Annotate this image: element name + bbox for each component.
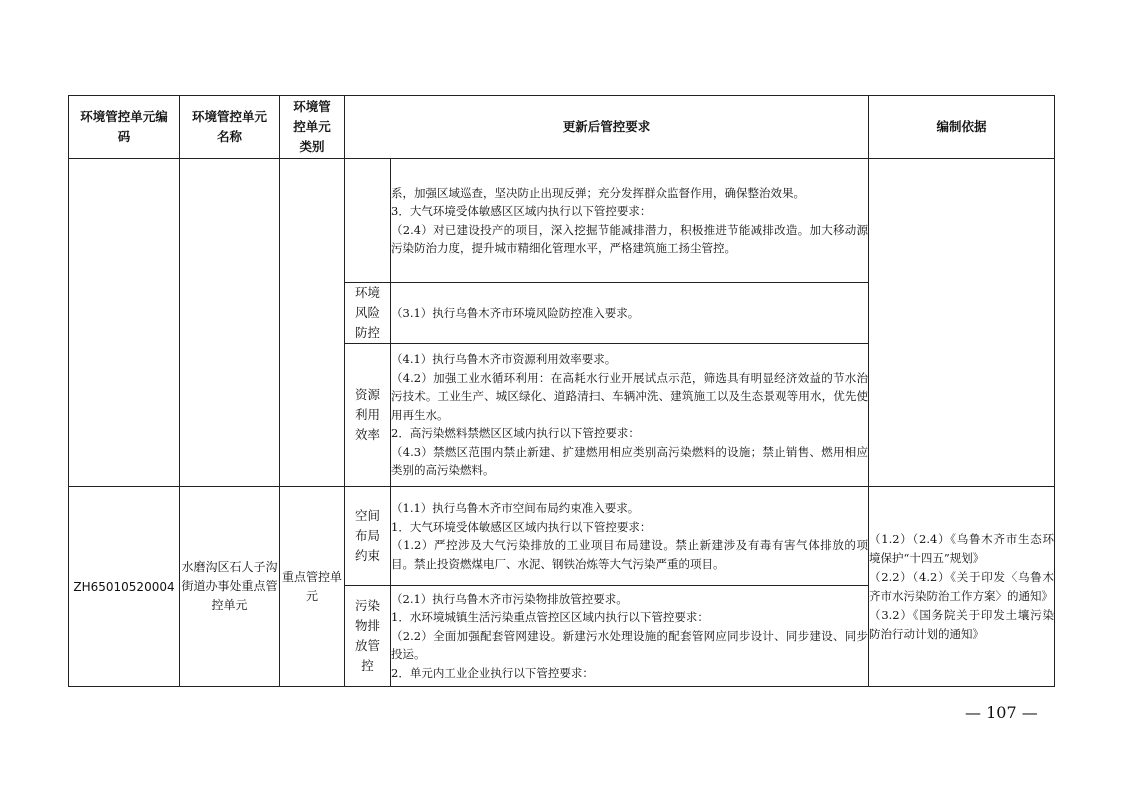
emission-category-cell bbox=[345, 586, 391, 687]
spatial-category-cell bbox=[345, 487, 391, 586]
risk-category-cell bbox=[345, 283, 391, 344]
header-requirements: 更新后管控要求 bbox=[345, 96, 869, 159]
requirement-line: （4.3）禁燃区范围内禁止新建、扩建燃用相应类别高污染燃料的设施；禁止销售、燃用相应类别的高污染燃料。 bbox=[391, 444, 869, 478]
requirement-line: 2．高污染燃料禁燃区区域内执行以下管控要求： bbox=[391, 426, 640, 441]
requirement-line: 2．单元内工业企业执行以下管控要求： bbox=[391, 665, 594, 680]
requirement-line: （3.1）执行乌鲁木齐市环境风险防控准入要求。 bbox=[391, 305, 640, 320]
spatial-requirements bbox=[391, 487, 869, 586]
header-unit-type-line: 类别 bbox=[299, 139, 325, 154]
requirement-line: （4.1）执行乌鲁木齐市资源利用效率要求。 bbox=[391, 352, 617, 367]
basis-cell bbox=[869, 487, 1055, 687]
unit-code-cell: ZH65010520004 bbox=[69, 487, 180, 687]
category-line: 资源 bbox=[354, 387, 380, 402]
page-number: — 107 — bbox=[965, 703, 1038, 722]
header-unit-type-line: 环境管 bbox=[293, 99, 331, 114]
category-line: 环境 bbox=[354, 285, 380, 300]
category-line: 放管 bbox=[354, 638, 380, 653]
resource-category-cell bbox=[345, 344, 391, 487]
requirement-line: 系，加强区域巡查，坚决防止出现反弹；充分发挥群众监督作用，确保整治效果。 bbox=[391, 185, 805, 200]
table-header-row bbox=[69, 96, 1055, 159]
category-line: 物排 bbox=[354, 618, 380, 633]
resource-requirements bbox=[391, 344, 869, 487]
requirement-line: 1．水环境城镇生活污染重点管控区区域内执行以下管控要求： bbox=[391, 610, 709, 625]
basis-line: （3.2）《国务院关于印发土壤污染防治行动计划的通知》 bbox=[869, 607, 1055, 641]
requirement-line: （4.2）加强工业水循环利用：在高耗水行业开展试点示范，筛选具有明显经济效益的节水治污技术。工业生产、城区绿化、道路清扫、车辆冲洗、建筑施工以及生态景观等用水，优先使用再生水。 bbox=[391, 370, 869, 422]
emission-requirements-continued bbox=[391, 159, 869, 283]
requirement-line: 3．大气环境受体敏感区区域内执行以下管控要求： bbox=[391, 204, 652, 218]
category-line: 防控 bbox=[354, 325, 380, 340]
basis-line: （2.2）（4.2）《关于印发〈乌鲁木齐市水污染防治工作方案〉的通知》 bbox=[869, 569, 1055, 603]
basis-line: （1.2）（2.4）《乌鲁木齐市生态环境保护“十四五”规划》 bbox=[869, 531, 1055, 565]
category-line: 空间 bbox=[354, 508, 380, 523]
emission-category-continued-cell bbox=[345, 159, 391, 283]
prev-unit-type-cell bbox=[280, 159, 345, 487]
requirement-line: 1．大气环境受体敏感区区域内执行以下管控要求： bbox=[391, 519, 652, 534]
category-line: 效率 bbox=[354, 427, 380, 442]
header-unit-name: 环境管控单元名称 bbox=[180, 96, 280, 159]
header-unit-code: 环境管控单元编码 bbox=[69, 96, 180, 159]
category-line: 约束 bbox=[354, 548, 380, 563]
category-line: 布局 bbox=[354, 528, 380, 543]
category-line: 控 bbox=[361, 658, 374, 673]
requirement-line: （1.1）执行乌鲁木齐市空间布局约束准入要求。 bbox=[391, 501, 640, 515]
prev-unit-basis-cell bbox=[869, 159, 1055, 487]
header-unit-type bbox=[280, 96, 345, 159]
category-line: 利用 bbox=[354, 407, 380, 422]
header-unit-type-line: 控单元 bbox=[293, 119, 331, 134]
category-line: 风险 bbox=[354, 305, 380, 320]
category-line: 污染 bbox=[354, 598, 380, 613]
prev-unit-name-cell bbox=[180, 159, 280, 487]
requirement-line: （2.2）全面加强配套管网建设。新建污水处理设施的配套管网应同步设计、同步建设、同步投运。 bbox=[391, 628, 869, 662]
prev-unit-code-cell bbox=[69, 159, 180, 487]
unit-type-cell: 重点管控单元 bbox=[280, 487, 345, 687]
control-requirements-table bbox=[68, 95, 1055, 687]
requirement-line: （2.1）执行乌鲁木齐市污染物排放管控要求。 bbox=[391, 591, 628, 606]
requirement-line: （1.2）严控涉及大气污染排放的工业项目布局建设。禁止新建涉及有毒有害气体排放的项目。禁止投资燃煤电厂、水泥、钢铁冶炼等大气污染严重的项目。 bbox=[391, 538, 869, 571]
table-row bbox=[69, 487, 1055, 586]
header-basis: 编制依据 bbox=[869, 96, 1055, 159]
requirement-line: （2.4）对已建设投产的项目，深入挖掘节能减排潜力，积极推进节能减排改造。加大移动源污染防治力度，提升城市精细化管理水平，严格建筑施工扬尘管控。 bbox=[391, 222, 869, 255]
emission-requirements bbox=[391, 586, 869, 687]
table-row bbox=[69, 159, 1055, 283]
unit-name-cell: 水磨沟区石人子沟街道办事处重点管控单元 bbox=[180, 487, 280, 687]
risk-requirements bbox=[391, 283, 869, 344]
